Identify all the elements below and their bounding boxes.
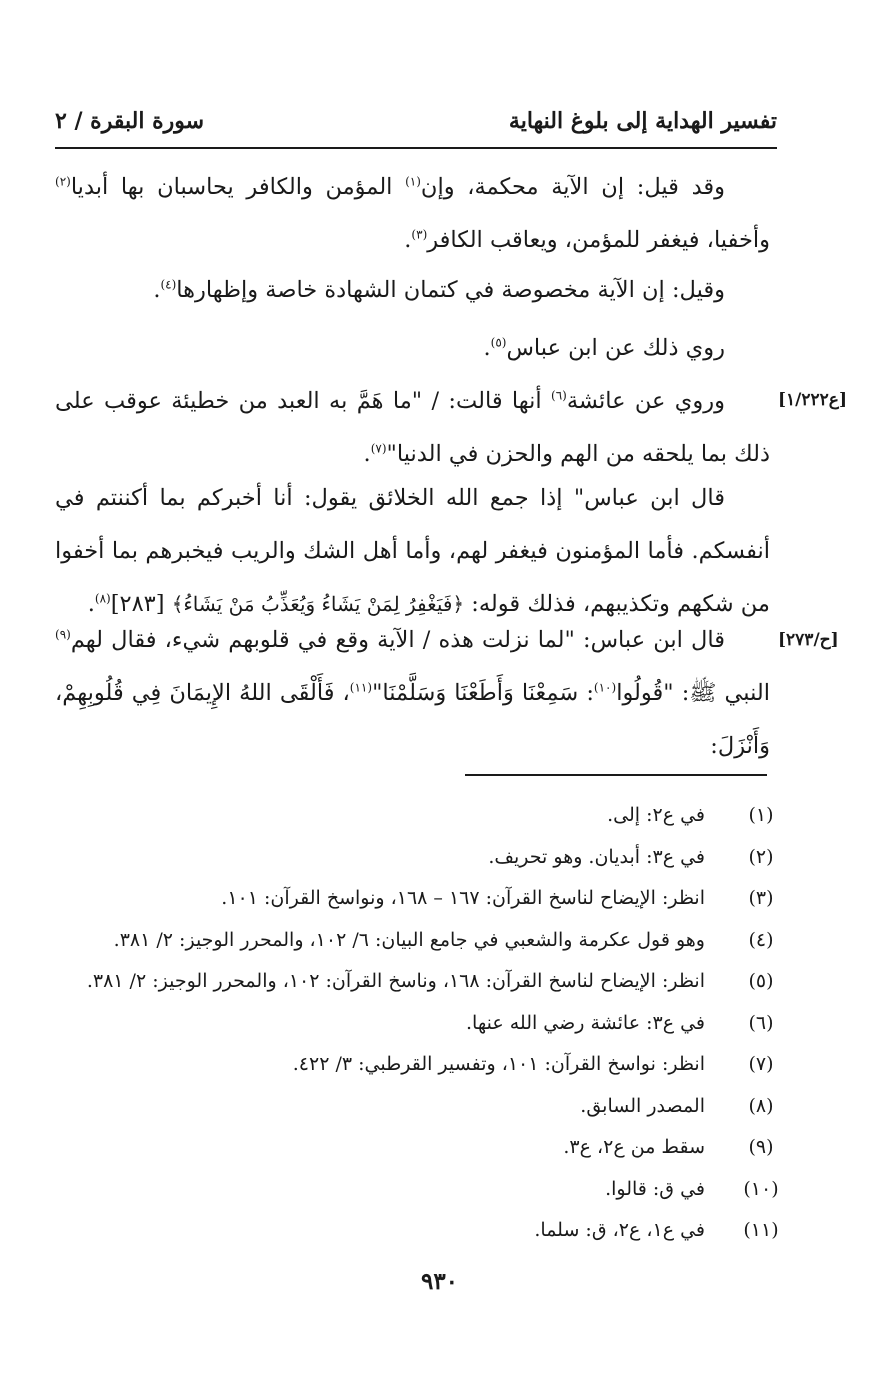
- footnote-item: [90, 878, 780, 920]
- footnote-item: [90, 920, 780, 962]
- paragraph-text: ، فَأَلْقَى اللهُ الإِيمَانَ فِي قُلُوبِهِمْ، وَأَنْزَلَ:: [55, 680, 770, 759]
- paragraph-5: [55, 472, 770, 631]
- footnote-number: (٩): [748, 1136, 774, 1158]
- footnote-ref[interactable]: (٨): [94, 591, 111, 606]
- footnote-ref[interactable]: (٦): [551, 388, 567, 403]
- paragraph-text: النبي ﷺ: "قُولُوا: [616, 680, 770, 706]
- footnote-number: (٦): [748, 1011, 774, 1034]
- footnote-number: (١١): [743, 1219, 779, 1241]
- footnote-item: [90, 1044, 780, 1086]
- paragraph-text: .: [153, 277, 161, 303]
- paragraph-text: المؤمن والكافر يحاسبان بها أبديا: [70, 174, 406, 200]
- footnotes-list: [86, 795, 780, 1252]
- paragraph-text: وأخفيا، فيغفر للمؤمن، ويعاقب الكافر: [427, 227, 770, 253]
- footnote-item: [90, 1210, 780, 1252]
- footnote-number: (٧): [748, 1053, 774, 1075]
- footnote-number: (٥): [748, 970, 774, 992]
- paragraph-1: [55, 161, 770, 267]
- header-rule: [55, 147, 777, 149]
- footnote-ref[interactable]: (٣): [411, 227, 428, 242]
- footnote-ref[interactable]: (٤): [160, 277, 177, 292]
- paragraph-4: [55, 375, 770, 481]
- footnote-separator: [465, 774, 767, 776]
- footnote-ref[interactable]: (٧): [370, 441, 387, 456]
- paragraph-text: .: [363, 441, 371, 467]
- footnote-text: المصدر السابق.: [580, 1094, 705, 1117]
- paragraph-text: : سَمِعْنَا وَأَطَعْنَا وَسَلَّمْنَا": [372, 680, 594, 706]
- paragraph-text: وقيل: إن الآية مخصوصة في كتمان الشهادة خاصة وإظهارها: [176, 277, 725, 303]
- footnote-number: (٤): [748, 928, 774, 951]
- footnote-text: في ع٣: عائشة رضي الله عنها.: [466, 1011, 705, 1034]
- paragraph-3: [55, 322, 770, 375]
- paragraph-text: .: [404, 227, 412, 253]
- book-title: تفسير الهداية إلى بلوغ النهاية: [508, 108, 777, 134]
- paragraph-text: وقد قيل: إن الآية محكمة، وإن: [420, 174, 725, 200]
- page-number: ٩٣٠: [420, 1268, 459, 1295]
- paragraph-text: وروي عن عائشة: [566, 388, 725, 414]
- footnote-item: [90, 1127, 780, 1169]
- footnote-item: [90, 795, 780, 837]
- footnote-text: في ع١، ع٢، ق: سلما.: [534, 1219, 705, 1241]
- footnote-text: سقط من ع٢، ع٣.: [563, 1136, 705, 1158]
- margin-reference: [ع١/٢٢٢]: [778, 390, 847, 410]
- footnote-number: (١): [748, 804, 774, 826]
- footnote-text: انظر: الإيضاح لناسخ القرآن: ١٦٨، وناسخ القرآن: ١٠٢، والمحرر الوجيز: ٢/ ٣٨١.: [86, 970, 705, 992]
- paragraph-text: قال ابن عباس: "لما نزلت هذه / الآية وقع في قلوبهم شيء، فقال لهم: [70, 627, 725, 653]
- footnote-number: (٢): [748, 845, 774, 868]
- footnote-number: (١٠): [743, 1177, 779, 1200]
- footnote-item: [90, 1086, 780, 1128]
- verse-number: [٢٨٣]: [110, 591, 172, 617]
- footnote-text: في ع٢: إلى.: [607, 804, 705, 826]
- footnote-ref[interactable]: (١٠): [593, 680, 617, 695]
- footnote-item: [90, 1003, 780, 1045]
- paragraph-text: قال ابن عباس" إذا جمع الله الخلائق يقول: أنا أخبركم بما أكننتم في أنفسكم. فأما المؤمنون فيغفر لهم، وأما أهل الشك والريب فيخبرهم بما أخفوا من شكهم وتكذيبهم، فذلك قوله:: [55, 485, 770, 617]
- footnote-text: في ق: قالوا.: [605, 1177, 705, 1200]
- footnote-item: [90, 837, 780, 879]
- paragraph-text: روي ذلك عن ابن عباس: [506, 335, 725, 361]
- footnote-ref[interactable]: (٥): [490, 335, 507, 350]
- paragraph-text: أنها قالت: / "ما هَمَّ به العبد من خطيئة عوقب على ذلك بما يلحقه من الهم والحزن في الدنيا": [55, 388, 770, 467]
- footnote-item: [86, 961, 780, 1003]
- footnote-number: (٨): [748, 1094, 774, 1117]
- running-header: [55, 108, 777, 148]
- paragraph-6: [55, 614, 770, 773]
- paragraph-text: .: [87, 591, 95, 617]
- footnote-text: وهو قول عكرمة والشعبي في جامع البيان: ٦/ ١٠٢، والمحرر الوجيز: ٢/ ٣٨١.: [113, 928, 705, 951]
- footnote-item: [90, 1169, 780, 1211]
- footnote-number: (٣): [748, 887, 774, 909]
- quran-verse: ﴿فَيَغْفِرُ لِمَنْ يَشَاءُ وَيُعَذِّبُ مَنْ يَشَاءُ﴾: [171, 592, 465, 616]
- footnote-ref[interactable]: (٩): [55, 627, 71, 642]
- footnote-ref[interactable]: (٢): [55, 174, 71, 189]
- paragraph-2: [55, 264, 770, 317]
- footnote-text: انظر: الإيضاح لناسخ القرآن: ١٦٧ – ١٦٨، ونواسخ القرآن: ١٠١.: [221, 887, 705, 909]
- footnote-ref[interactable]: (١١): [349, 680, 373, 695]
- footnote-text: انظر: نواسخ القرآن: ١٠١، وتفسير القرطبي: ٣/ ٤٢٢.: [292, 1053, 705, 1075]
- surah-label: سورة البقرة / ٢: [55, 108, 205, 134]
- footnote-ref[interactable]: (١): [405, 174, 421, 189]
- paragraph-text: .: [483, 335, 491, 361]
- footnote-text: في ع٣: أبديان. وهو تحريف.: [488, 845, 705, 868]
- margin-reference: [ح/٢٧٣]: [778, 630, 839, 650]
